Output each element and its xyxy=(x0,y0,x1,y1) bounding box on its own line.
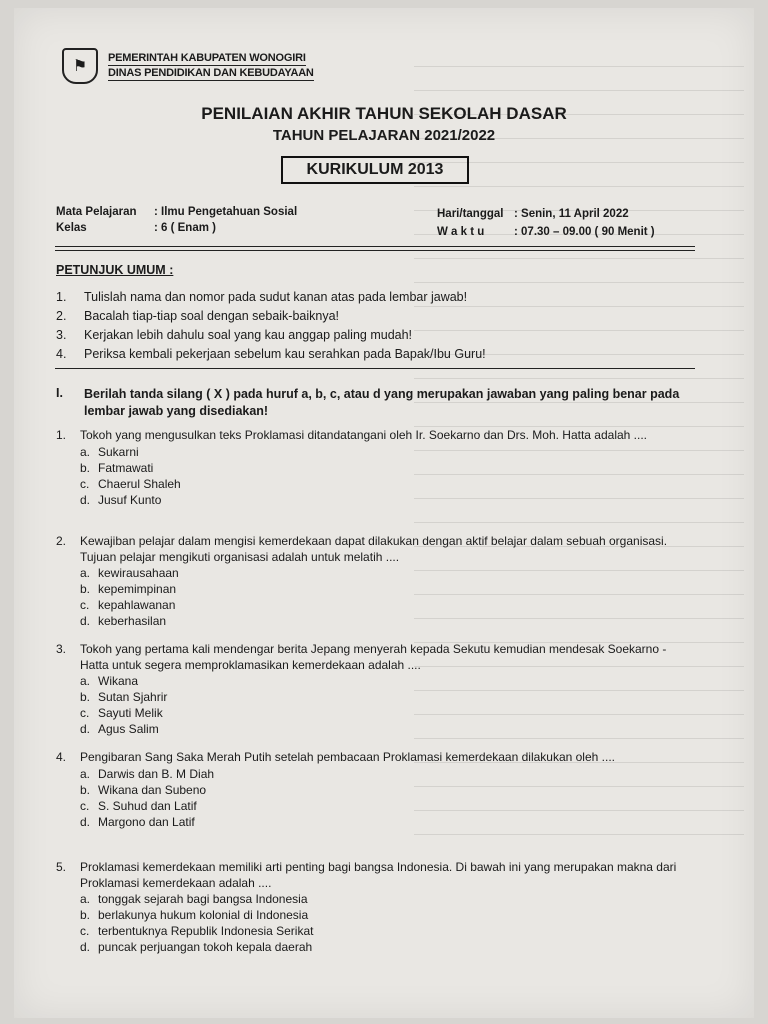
instruction-item xyxy=(56,306,486,325)
option-text: S. Suhud dan Latif xyxy=(98,798,197,813)
question-3 xyxy=(56,642,696,737)
option-text: Wikana xyxy=(98,674,139,688)
instruction-number: 1. xyxy=(56,289,67,304)
subject-label: Mata Pelajaran xyxy=(56,206,137,218)
option-letter: c. xyxy=(80,476,90,491)
option-letter: c. xyxy=(80,706,90,720)
option-d xyxy=(80,721,696,737)
option-letter: c. xyxy=(80,598,90,612)
time-label: W a k t u xyxy=(437,226,485,238)
option-letter: b. xyxy=(80,582,91,596)
option-text: Agus Salim xyxy=(98,722,159,736)
option-text: keberhasilan xyxy=(98,614,167,628)
instruction-text: Bacalah tiap-tiap soal dengan sebaik-baiknya! xyxy=(84,308,340,323)
question-text: Proklamasi kemerdekaan memiliki arti penting bagi bangsa Indonesia. Di bawah ini yang merupakan makna dari Proklamasi kemerdekaan adalah .... xyxy=(80,860,677,890)
option-text: berlakunya hukum kolonial di Indonesia xyxy=(98,908,309,922)
question-text: Kewajiban pelajar dalam mengisi kemerdekaan dapat dilakukan dengan aktif belajar dalam sebuah organisasi. Tujuan pelajar mengikuti organisasi adalah untuk melatih .... xyxy=(80,534,668,564)
option-text: terbentuknya Republik Indonesia Serikat xyxy=(98,924,314,938)
option-text: Jusuf Kunto xyxy=(98,492,162,507)
question-4 xyxy=(56,750,696,830)
option-text: Chaerul Shaleh xyxy=(98,476,181,491)
option-text: Sukarni xyxy=(98,444,139,459)
option-letter: a. xyxy=(80,766,91,781)
option-text: Sutan Sjahrir xyxy=(98,690,168,704)
option-a xyxy=(80,444,696,460)
divider-top xyxy=(55,246,695,247)
option-c xyxy=(80,923,696,939)
option-c xyxy=(80,798,696,814)
class-label: Kelas xyxy=(56,222,87,234)
option-a xyxy=(80,891,696,907)
option-text: tonggak sejarah bagi bangsa Indonesia xyxy=(98,892,308,906)
curriculum-box: KURIKULUM 2013 xyxy=(281,156,469,184)
instruction-text: Kerjakan lebih dahulu soal yang kau anggap paling mudah! xyxy=(84,327,413,342)
option-text: Darwis dan B. M Diah xyxy=(98,766,215,781)
option-text: Margono dan Latif xyxy=(98,814,195,829)
option-letter: a. xyxy=(80,674,91,688)
option-c xyxy=(80,476,696,492)
question-number: 2. xyxy=(56,534,67,548)
option-a xyxy=(80,766,696,782)
option-letter: d. xyxy=(80,940,91,954)
date-label: Hari/tanggal xyxy=(437,208,504,220)
option-letter: a. xyxy=(80,566,91,580)
option-letter: b. xyxy=(80,908,91,922)
option-letter: c. xyxy=(80,924,90,938)
instruction-text: Tulislah nama dan nomor pada sudut kanan atas pada lembar jawab! xyxy=(84,289,468,304)
option-text: Fatmawati xyxy=(98,460,154,475)
subject-value: : Ilmu Pengetahuan Sosial xyxy=(154,206,298,218)
instruction-number: 4. xyxy=(56,346,67,361)
option-a xyxy=(80,565,696,581)
option-letter: a. xyxy=(80,892,91,906)
option-text: kewirausahaan xyxy=(98,566,179,580)
option-b xyxy=(80,907,696,923)
option-d xyxy=(80,939,696,955)
instruction-item xyxy=(56,344,486,363)
option-letter: d. xyxy=(80,814,91,829)
option-letter: c. xyxy=(80,798,90,813)
instructions-title: PETUNJUK UMUM : xyxy=(56,263,174,277)
question-number: 3. xyxy=(56,642,67,656)
option-a xyxy=(80,673,696,689)
question-5 xyxy=(56,860,696,955)
regency-emblem-icon: ⚑ xyxy=(62,48,98,84)
instruction-text: Periksa kembali pekerjaan sebelum kau serahkan pada Bapak/Ibu Guru! xyxy=(84,346,486,361)
instruction-item xyxy=(56,287,486,306)
date-value: : Senin, 11 April 2022 xyxy=(514,208,629,220)
question-2 xyxy=(56,534,696,629)
option-letter: a. xyxy=(80,444,91,459)
option-text: kepahlawanan xyxy=(98,598,176,612)
question-number: 1. xyxy=(56,428,67,442)
class-value: : 6 ( Enam ) xyxy=(154,222,216,234)
option-d xyxy=(80,814,696,830)
instruction-number: 2. xyxy=(56,308,67,323)
section-number: I. xyxy=(56,386,63,400)
instruction-number: 3. xyxy=(56,327,67,342)
option-letter: b. xyxy=(80,782,91,797)
question-number: 5. xyxy=(56,860,67,874)
institution-header xyxy=(62,48,314,84)
option-letter: b. xyxy=(80,690,91,704)
divider-middle xyxy=(55,368,695,369)
option-b xyxy=(80,581,696,597)
option-c xyxy=(80,597,696,613)
option-b xyxy=(80,689,696,705)
instructions-list xyxy=(56,287,486,363)
question-number: 4. xyxy=(56,750,67,764)
divider-top-2 xyxy=(55,250,695,251)
option-d xyxy=(80,492,696,508)
option-text: puncak perjuangan tokoh kepala daerah xyxy=(98,940,313,954)
option-b xyxy=(80,782,696,798)
question-text: Tokoh yang pertama kali mendengar berita Jepang menyerah kepada Sekutu kemudian mendesak Soekarno - Hatta untuk segera memproklamasikan kemerdekaan adalah .... xyxy=(80,642,667,672)
section-instruction xyxy=(56,386,696,420)
option-d xyxy=(80,613,696,629)
question-text: Tokoh yang mengusulkan teks Proklamasi ditandatangani oleh Ir. Soekarno dan Drs. Moh. Hatta adalah .... xyxy=(80,428,647,442)
option-text: kepemimpinan xyxy=(98,582,177,596)
gov-line-2: DINAS PENDIDIKAN DAN KEBUDAYAAN xyxy=(108,67,314,79)
option-text: Sayuti Melik xyxy=(98,706,163,720)
time-value: : 07.30 – 09.00 ( 90 Menit ) xyxy=(514,226,655,238)
option-letter: d. xyxy=(80,492,91,507)
instruction-item xyxy=(56,325,486,344)
option-letter: d. xyxy=(80,722,91,736)
option-c xyxy=(80,705,696,721)
section-text: Berilah tanda silang ( X ) pada huruf a, b, c, atau d yang merupakan jawaban yang paling benar pada lembar jawab yang disediakan! xyxy=(84,387,680,418)
exam-year: TAHUN PELAJARAN 2021/2022 xyxy=(272,127,496,144)
option-text: Wikana dan Subeno xyxy=(98,782,207,797)
option-b xyxy=(80,460,696,476)
option-letter: b. xyxy=(80,460,91,475)
question-1 xyxy=(56,428,696,508)
gov-line-1: PEMERINTAH KABUPATEN WONOGIRI xyxy=(108,52,306,64)
exam-title: PENILAIAN AKHIR TAHUN SEKOLAH DASAR xyxy=(201,104,567,123)
question-text: Pengibaran Sang Saka Merah Putih setelah pembacaan Proklamasi kemerdekaan dilakukan oleh .... xyxy=(80,750,615,764)
option-letter: d. xyxy=(80,614,91,628)
